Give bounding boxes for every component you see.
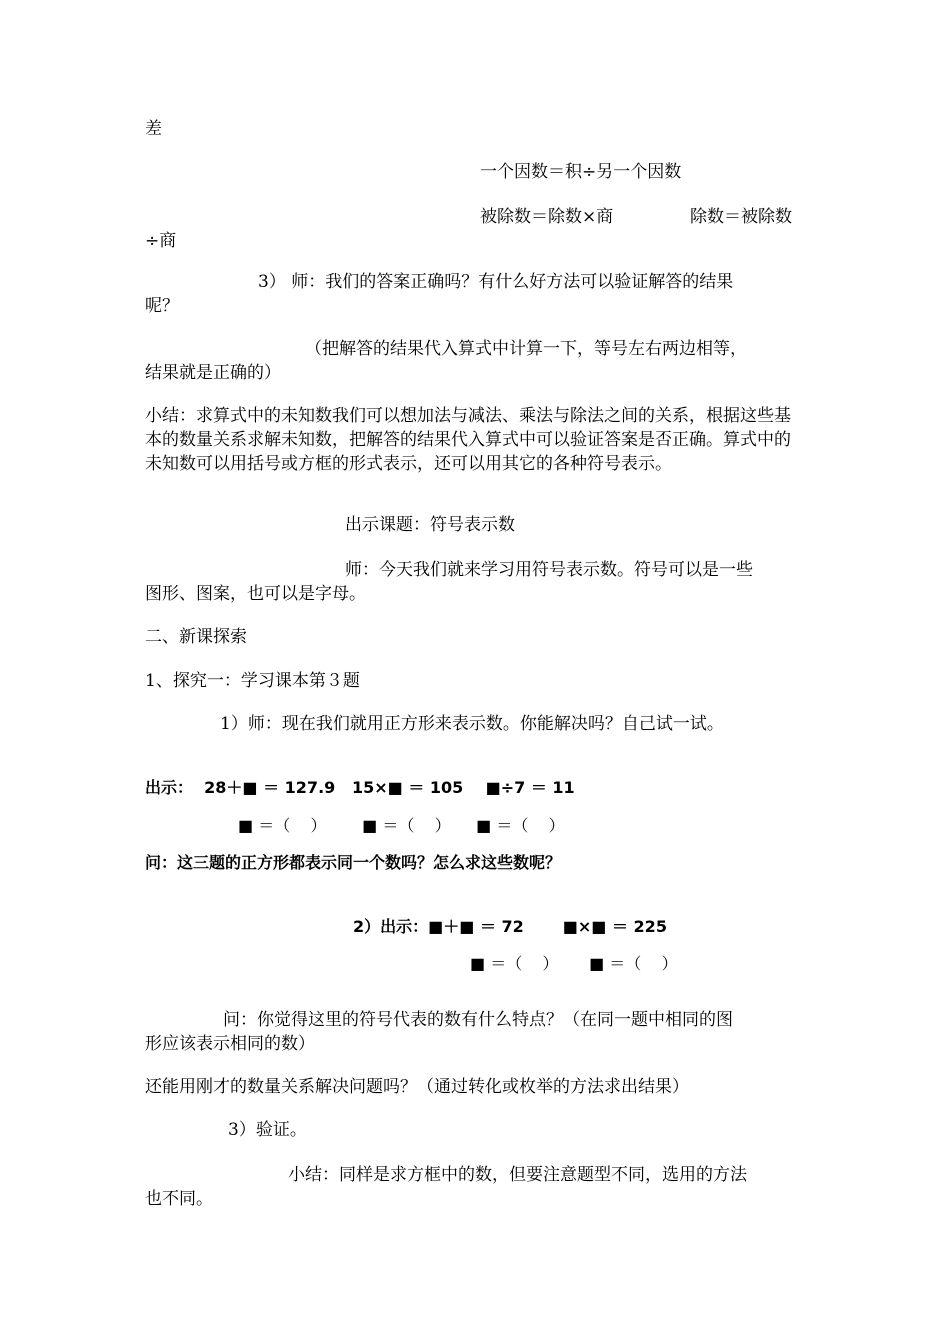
subsection-heading: 1、探究一：学习课本第３题 <box>145 671 360 691</box>
text-line: （把解答的结果代入算式中计算一下，等号左右两边相等， <box>305 339 747 359</box>
lesson-title: 出示课题：符号表示数 <box>345 515 515 535</box>
text-line: 小结：同样是求方框中的数，但要注意题型不同，选用的方法 <box>288 1165 747 1185</box>
text-line: 形应该表示相同的数） <box>145 1034 315 1054</box>
text-line: 师：今天我们就来学习用符号表示数。符号可以是一些 <box>345 560 753 580</box>
answer-blanks: ■ ＝（ ） ■ ＝（ ） ■ ＝（ ） <box>238 816 565 835</box>
exercise-line: 2）出示：■＋■ ＝ 72 ■×■ ＝ 225 <box>353 917 667 936</box>
text-line: 差 <box>145 119 162 139</box>
formula-line: 被除数＝除数×商 <box>480 207 614 227</box>
formula-line: ÷商 <box>145 231 177 251</box>
text-line: 问：你觉得这里的符号代表的数有什么特点？（在同一题中相同的图 <box>223 1010 733 1030</box>
section-heading: 二、新课探索 <box>145 627 247 647</box>
answer-blanks: ■ ＝（ ） ■ ＝（ ） <box>470 954 678 973</box>
text-line: 1）师：现在我们就用正方形来表示数。你能解决吗？自己试一试。 <box>220 714 724 734</box>
formula-line: 除数＝被除数 <box>690 207 792 227</box>
summary-paragraph: 小结：求算式中的未知数我们可以想加法与减法、乘法与除法之间的关系，根据这些基本的数量关系求解未知数，把解答的结果代入算式中可以验证答案是否正确。算式中的未知数可以用括号或方框的形式表示，还可以用其它的各种符号表示。 <box>145 406 791 474</box>
exercise-line: 出示： 28＋■ ＝ 127.9 15×■ ＝ 105 ■÷7 ＝ 11 <box>145 778 575 797</box>
text-line: 还能用刚才的数量关系解决问题吗？（通过转化或枚举的方法求出结果） <box>145 1077 689 1097</box>
text-line: 3）验证。 <box>228 1120 307 1140</box>
text-line: 也不同。 <box>145 1189 213 1209</box>
text-line: 呢？ <box>145 296 179 316</box>
formula-line: 一个因数＝积÷另一个因数 <box>480 162 682 182</box>
text-line: 图形、图案，也可以是字母。 <box>145 584 366 604</box>
text-line: 3） 师：我们的答案正确吗？有什么好方法可以验证解答的结果 <box>258 272 734 292</box>
text-line: 结果就是正确的） <box>145 363 281 383</box>
question-line: 问：这三题的正方形都表示同一个数吗？怎么求这些数呢？ <box>145 853 562 872</box>
